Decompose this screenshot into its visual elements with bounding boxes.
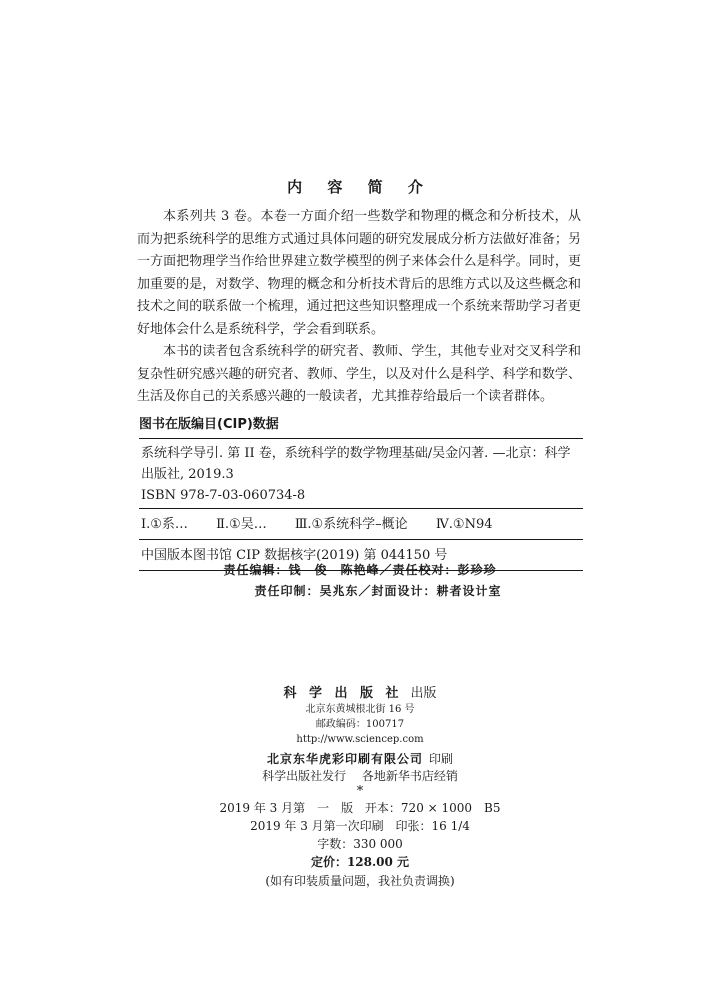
price: 定价：128.00 元 (310, 855, 410, 869)
cip-entry-block (139, 439, 583, 509)
printer-name: 北京东华虎彩印刷有限公司 (266, 752, 423, 766)
cip-heading: 图书在版编目(CIP)数据 (139, 413, 583, 439)
summary-paragraph-2: 本书的读者包含系统科学的研究者、教师、学生，其他专业对交叉科学和复杂性研究感兴趣的研究者、教师、学生，以及对什么是科学、科学和数学、生活及你自己的关系感兴趣的一般读者，尤其推荐给最后一个读者群体。 (137, 344, 581, 404)
sheets: 印张：16 1/4 (395, 819, 470, 833)
cip-class-1: Ⅰ.①系… (141, 517, 188, 532)
credits (0, 560, 720, 602)
cip-data-number: 中国版本图书馆 CIP 数据核字(2019) 第 044150 号 (139, 540, 583, 571)
distribution-line (0, 768, 720, 785)
colophon (0, 685, 720, 891)
printer-action: 印刷 (429, 752, 454, 766)
cip-isbn: ISBN 978-7-03-060734-8 (141, 488, 306, 503)
publisher-website: http://www.sciencep.com (296, 734, 424, 745)
publisher-action: 出版 (410, 686, 437, 701)
printing: 2019 年 3 月第一次印刷 (250, 819, 384, 833)
edition-line (0, 799, 720, 817)
credits-production: 责任印制：吴兆东／封面设计：耕者设计室 (254, 584, 502, 598)
summary-title: 内 容 简 介 (287, 178, 433, 196)
distributor: 科学出版社发行 (262, 769, 347, 783)
cip-entry: 系统科学导引. 第 II 卷，系统科学的数学物理基础/吴金闪著. —北京：科学出版社, 2019.3 (141, 446, 571, 482)
credits-editors: 责任编辑：钱 俊 陈艳峰／责任校对：彭珍珍 (223, 563, 497, 577)
edition: 2019 年 3 月第 一 版 (219, 801, 354, 815)
cip-class-4: Ⅳ.①N94 (435, 517, 493, 532)
publisher-address: 北京东黄城根北街 16 号 (305, 704, 415, 715)
printer-line (0, 751, 720, 768)
cip-class-3: Ⅲ.①系统科学–概论 (294, 517, 408, 532)
quality-notice: (如有印装质量问题，我社负责调换) (265, 874, 455, 888)
publisher-line (0, 685, 720, 702)
word-count: 字数：330 000 (317, 837, 403, 851)
publisher-name: 科 学 出 版 社 (283, 686, 403, 701)
cip-section (139, 413, 583, 571)
summary-body (137, 206, 581, 409)
cip-classification (139, 509, 583, 540)
separator-star: * (356, 784, 364, 799)
format: 开本：720 × 1000 B5 (364, 801, 501, 815)
publisher-postcode: 邮政编码：100717 (315, 719, 405, 730)
retailer: 各地新华书店经销 (361, 769, 458, 783)
summary-paragraph-1: 本系列共 3 卷。本卷一方面介绍一些数学和物理的概念和分析技术，从而为把系统科学的思维方式通过具体问题的研究发展成分析方法做好准备；另一方面把物理学当作给世界建立数学模型的例子来体会什么是科学。同时，更加重要的是，对数学、物理的概念和分析技术背后的思维方式以及这些概念和技术之间的联系做一个梳理，通过把这些知识整理成一个系统来帮助学习者更好地体会什么是系统科学，学会看到联系。 (137, 209, 581, 337)
printing-line (0, 817, 720, 835)
cip-class-2: Ⅱ.①吴… (216, 517, 267, 532)
